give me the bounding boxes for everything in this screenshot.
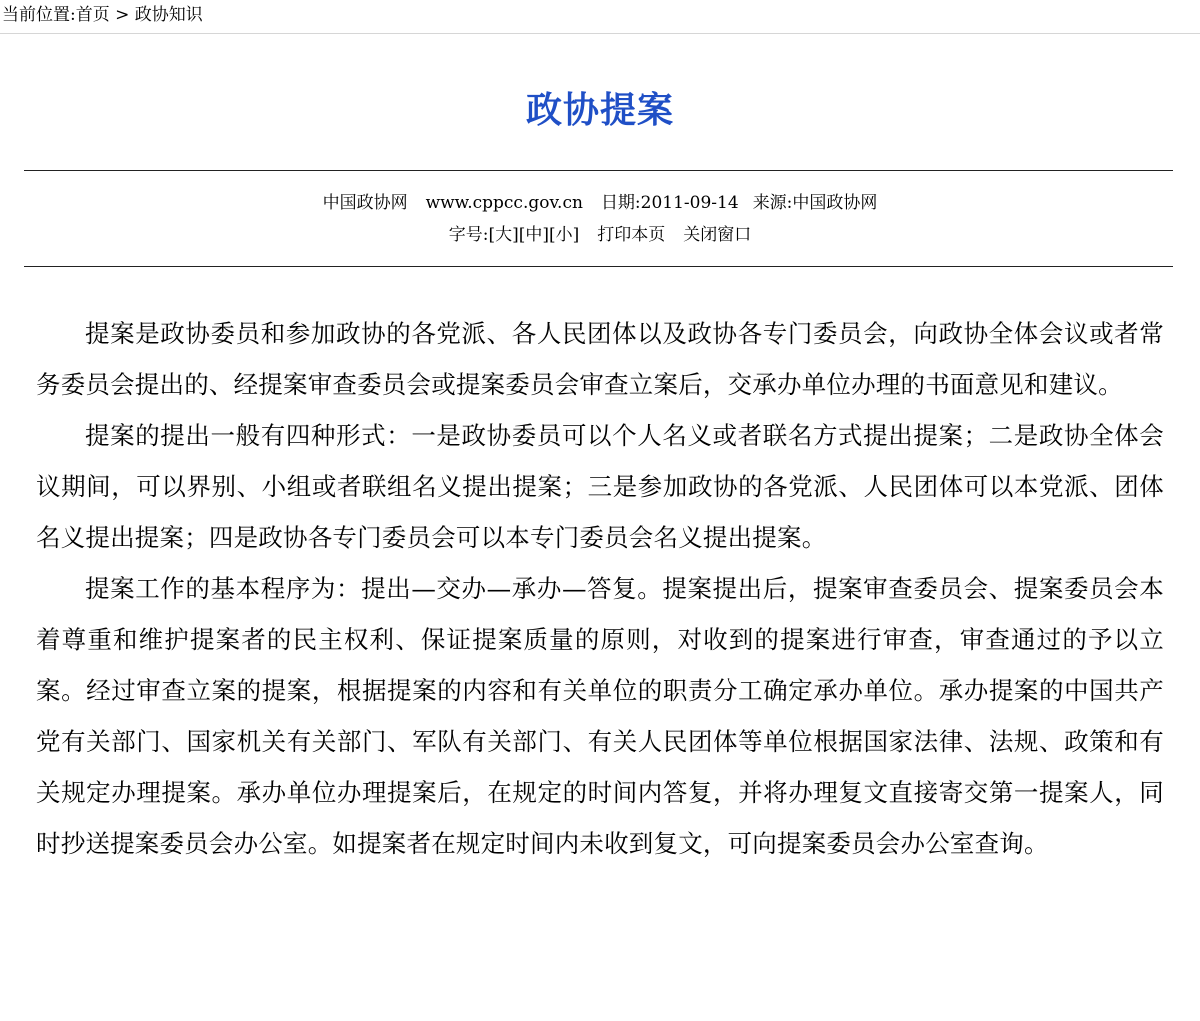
page-title: 政协提案 — [525, 89, 674, 131]
font-size-small-link[interactable]: [小] — [549, 225, 580, 245]
site-name: 中国政协网 — [322, 193, 408, 213]
top-divider — [24, 170, 1173, 171]
article-paragraph: 提案的提出一般有四种形式：一是政协委员可以个人名义或者联名方式提出提案；二是政协全体会议期间，可以界别、小组或者联组名义提出提案；三是参加政协的各党派、人民团体可以本党派、团体名义提出提案；四是政协各专门委员会可以本专门委员会名义提出提案。 — [36, 421, 1164, 552]
article-paragraph: 提案工作的基本程序为：提出—交办—承办—答复。提案提出后，提案审查委员会、提案委员会本着尊重和维护提案者的民主权利、保证提案质量的原则，对收到的提案进行审查，审查通过的予以立案。经过审查立案的提案，根据提案的内容和有关单位的职责分工确定承办单位。承办提案的中国共产党有关部门、国家机关有关部门、军队有关部门、有关人民团体等单位根据国家法律、法规、政策和有关规定办理提案。承办单位办理提案后，在规定的时间内答复，并将办理复文直接寄交第一提案人，同时抄送提案委员会办公室。如提案者在规定时间内未收到复文，可向提案委员会办公室查询。 — [36, 574, 1164, 858]
breadcrumb-prefix: 当前位置: — [2, 5, 76, 25]
breadcrumb — [0, 0, 1200, 34]
article-source: 来源:中国政协网 — [752, 193, 878, 213]
article-paragraph: 提案是政协委员和参加政协的各党派、各人民团体以及政协各专门委员会，向政协全体会议或者常务委员会提出的、经提案审查委员会或提案委员会审查立案后，交承办单位办理的书面意见和建议。 — [36, 319, 1164, 399]
print-page-link[interactable]: 打印本页 — [597, 225, 666, 245]
bottom-divider — [24, 266, 1173, 267]
article-tools — [0, 223, 1200, 247]
font-size-large-link[interactable]: [大] — [488, 225, 519, 245]
breadcrumb-home-link[interactable]: 首页 — [75, 5, 110, 25]
article-meta — [0, 191, 1200, 215]
breadcrumb-current-link[interactable]: 政协知识 — [134, 5, 203, 25]
font-size-label: 字号: — [448, 225, 489, 245]
font-size-medium-link[interactable]: [中] — [518, 225, 549, 245]
breadcrumb-separator: > — [109, 5, 135, 25]
close-window-link[interactable]: 关闭窗口 — [683, 225, 752, 245]
article-body — [36, 308, 1164, 869]
site-url: www.cppcc.gov.cn — [425, 193, 583, 213]
publish-date: 日期:2011-09-14 — [600, 193, 739, 213]
